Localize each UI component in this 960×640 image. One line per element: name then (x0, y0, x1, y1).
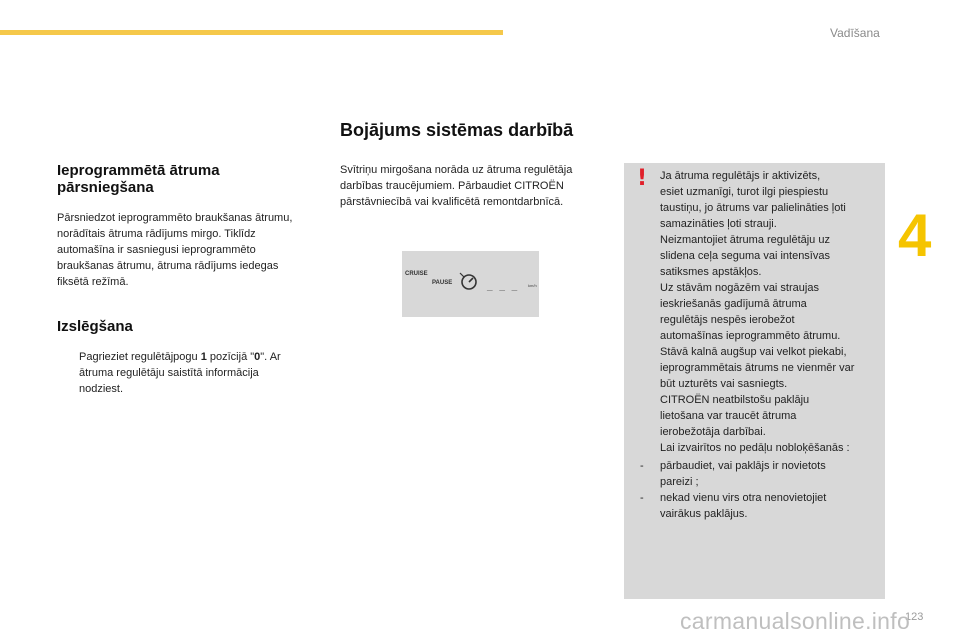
section-title: Vadīšana (830, 26, 880, 40)
chapter-number: 4 (898, 202, 932, 269)
speed-dashes: _ _ _ (487, 281, 520, 292)
cruise-label: CRUISE (405, 271, 428, 277)
header-accent-bar (0, 30, 503, 35)
bullet-icon (57, 349, 79, 397)
malfunction-paragraph: Svītriņu mirgošana norāda uz ātruma regulētāja darbības traucējumiem. Pārbaudiet CITROËN pārstāvniecībā vai kvalificētā remontdarbnīcā. (340, 164, 573, 208)
left-column (57, 162, 302, 397)
speed-exceeded-paragraph: Pārsniedzot ieprogrammēto braukšanas ātrumu, norādītais ātruma rādījums mirgo. Tiklīdz automašīna ir sasniegusi ieprogrammēto braukšanas ātrumu, ātruma rādījums iedegas fiksētā režīmā. (57, 212, 293, 288)
warning-text: Ja ātruma regulētājs ir aktivizēts, esiet uzmanīgi, turot ilgi piespiestu taustiņu, jo ātrums var palielināties ļoti samazināties ļoti strauji. Neizmantojiet ātruma regulētāju uz slidena ceļa seguma vai intensīvas satiksmes apstākļos. Uz stāvām nogāzēm vai straujas ieskriešanās gadījumā ātruma regulētājs nespēs ierobežot automašīnas ieprogrammēto ātrumu. Stāvā kalnā augšup vai velkot piekabi, ieprogrammētais ātrums ne vienmēr var būt uzturēts vai sasniegts. CITROËN neatbilstošu paklāju lietošana var traucēt ātruma ierobežotāja darbībai. Lai izvairītos no pedāļu nobloķēšanās : (660, 170, 855, 454)
main-heading: Bojājums sistēmas darbībā (340, 120, 574, 140)
unit-label: km/h (528, 283, 537, 288)
cruise-display-image (402, 251, 539, 317)
warning-list (640, 458, 880, 522)
watermark: carmanualsonline.info (680, 608, 911, 634)
warning-exclamation-icon: ! (637, 166, 648, 191)
pause-label: PAUSE (432, 280, 453, 286)
warning-panel (624, 163, 885, 599)
heading-speed-exceeded: Ieprogrammētā ātruma pārsniegšana (57, 162, 220, 196)
middle-column (340, 162, 580, 210)
switch-off-bullet (57, 349, 302, 397)
heading-switch-off: Izslēgšana (57, 318, 133, 335)
bullet-text: Pagrieziet regulētājpogu 1 pozīcijā "0". Ar ātruma regulētāju saistītā informācija nodziest. (79, 351, 281, 395)
speedometer-icon (458, 271, 480, 291)
page-number: 123 (905, 611, 924, 623)
list-item: - nekad vienu virs otra nenovietojiet vairākus paklājus. (640, 492, 827, 520)
list-item: - pārbaudiet, vai paklājs ir novietots pareizi ; (640, 460, 826, 488)
